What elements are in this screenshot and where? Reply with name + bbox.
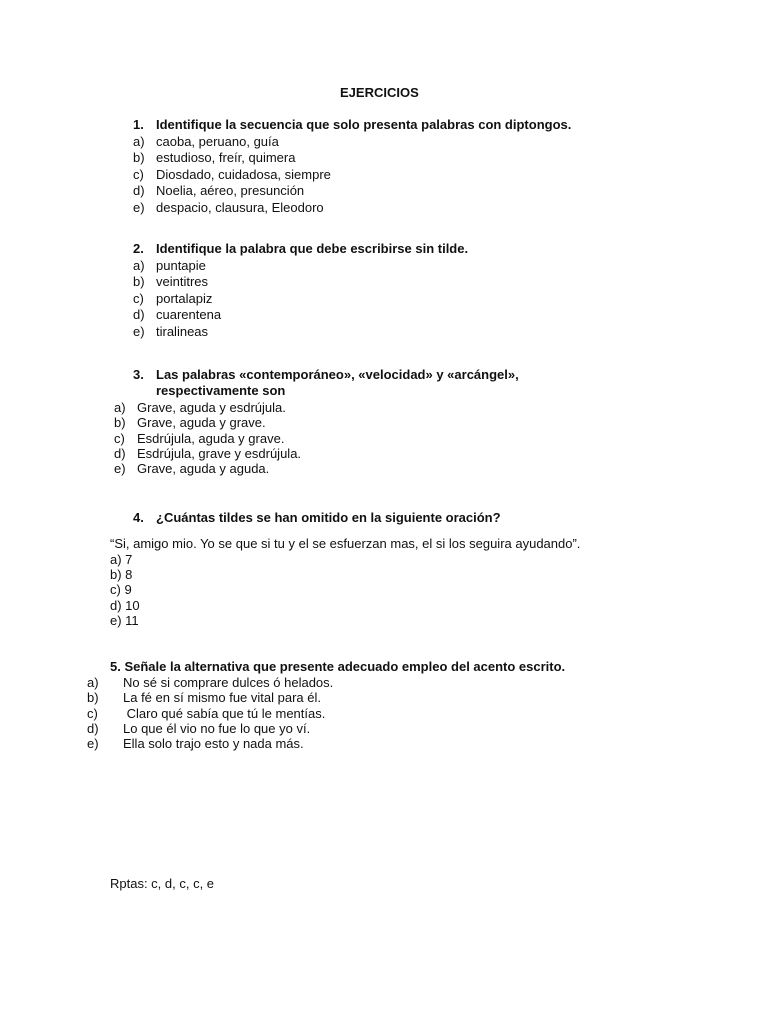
- q3-option-d: Esdrújula, grave y esdrújula.: [137, 446, 302, 461]
- q2-option-a: puntapie: [156, 258, 206, 273]
- q5-option-c-letter: c): [87, 706, 98, 721]
- q5-option-b-letter: b): [87, 690, 99, 705]
- question-5-text: 5. Señale la alternativa que presente adecuado empleo del acento escrito.: [110, 659, 566, 674]
- answer-key: Rptas: c, d, c, c, e: [110, 876, 215, 891]
- q3-option-c-letter: c): [114, 431, 125, 446]
- q3-option-a-letter: a): [114, 400, 126, 415]
- q1-option-c-letter: c): [133, 167, 144, 182]
- q1-option-a: caoba, peruano, guía: [156, 134, 279, 149]
- q1-option-a-letter: a): [133, 134, 145, 149]
- question-1-number: 1.: [133, 117, 144, 132]
- q2-option-b-letter: b): [133, 274, 145, 289]
- q1-option-c: Diosdado, cuidadosa, siempre: [156, 167, 331, 182]
- q3-option-a: Grave, aguda y esdrújula.: [137, 400, 286, 415]
- q2-option-e-letter: e): [133, 324, 145, 339]
- q3-option-b-letter: b): [114, 415, 126, 430]
- q5-option-b: La fé en sí mismo fue vital para él.: [123, 690, 321, 705]
- question-1-text: Identifique la secuencia que solo presenta palabras con diptongos.: [156, 117, 572, 132]
- q4-option-c: c) 9: [110, 582, 132, 597]
- q1-option-d-letter: d): [133, 183, 145, 198]
- question-4-text: ¿Cuántas tildes se han omitido en la siguiente oración?: [156, 510, 501, 525]
- q1-option-b-letter: b): [133, 150, 145, 165]
- question-3-text-line2: respectivamente son: [156, 383, 286, 398]
- q5-option-a-letter: a): [87, 675, 99, 690]
- q2-option-a-letter: a): [133, 258, 145, 273]
- q3-option-e-letter: e): [114, 461, 126, 476]
- q4-option-b: b) 8: [110, 567, 133, 582]
- q2-option-c: portalapiz: [156, 291, 213, 306]
- q3-option-c: Esdrújula, aguda y grave.: [137, 431, 285, 446]
- q3-option-b: Grave, aguda y grave.: [137, 415, 266, 430]
- question-3-number: 3.: [133, 367, 144, 382]
- q4-option-a: a) 7: [110, 552, 133, 567]
- question-3-text-line1: Las palabras «contemporáneo», «velocidad» y «arcángel»,: [156, 367, 519, 382]
- q5-option-a: No sé si comprare dulces ó helados.: [123, 675, 334, 690]
- q3-option-e: Grave, aguda y aguda.: [137, 461, 270, 476]
- q2-option-c-letter: c): [133, 291, 144, 306]
- question-2-number: 2.: [133, 241, 144, 256]
- q2-option-b: veintitres: [156, 274, 209, 289]
- question-4-number: 4.: [133, 510, 144, 525]
- q5-option-e-letter: e): [87, 736, 99, 751]
- q2-option-e: tiralineas: [156, 324, 209, 339]
- q1-option-b: estudioso, freír, quimera: [156, 150, 296, 165]
- q1-option-e: despacio, clausura, Eleodoro: [156, 200, 324, 215]
- q5-option-c: Claro qué sabía que tú le mentías.: [123, 706, 326, 721]
- question-4-sentence: “Si, amigo mio. Yo se que si tu y el se esfuerzan mas, el si los seguira ayudando”.: [110, 536, 581, 551]
- page-title: EJERCICIOS: [340, 85, 419, 100]
- q3-option-d-letter: d): [114, 446, 126, 461]
- q4-option-d: d) 10: [110, 598, 140, 613]
- q5-option-d-letter: d): [87, 721, 99, 736]
- q2-option-d-letter: d): [133, 307, 145, 322]
- q1-option-e-letter: e): [133, 200, 145, 215]
- q2-option-d: cuarentena: [156, 307, 222, 322]
- q5-option-e: Ella solo trajo esto y nada más.: [123, 736, 304, 751]
- question-2-text: Identifique la palabra que debe escribirse sin tilde.: [156, 241, 469, 256]
- q1-option-d: Noelia, aéreo, presunción: [156, 183, 305, 198]
- q4-option-e: e) 11: [110, 613, 139, 628]
- q5-option-d: Lo que él vio no fue lo que yo ví.: [123, 721, 311, 736]
